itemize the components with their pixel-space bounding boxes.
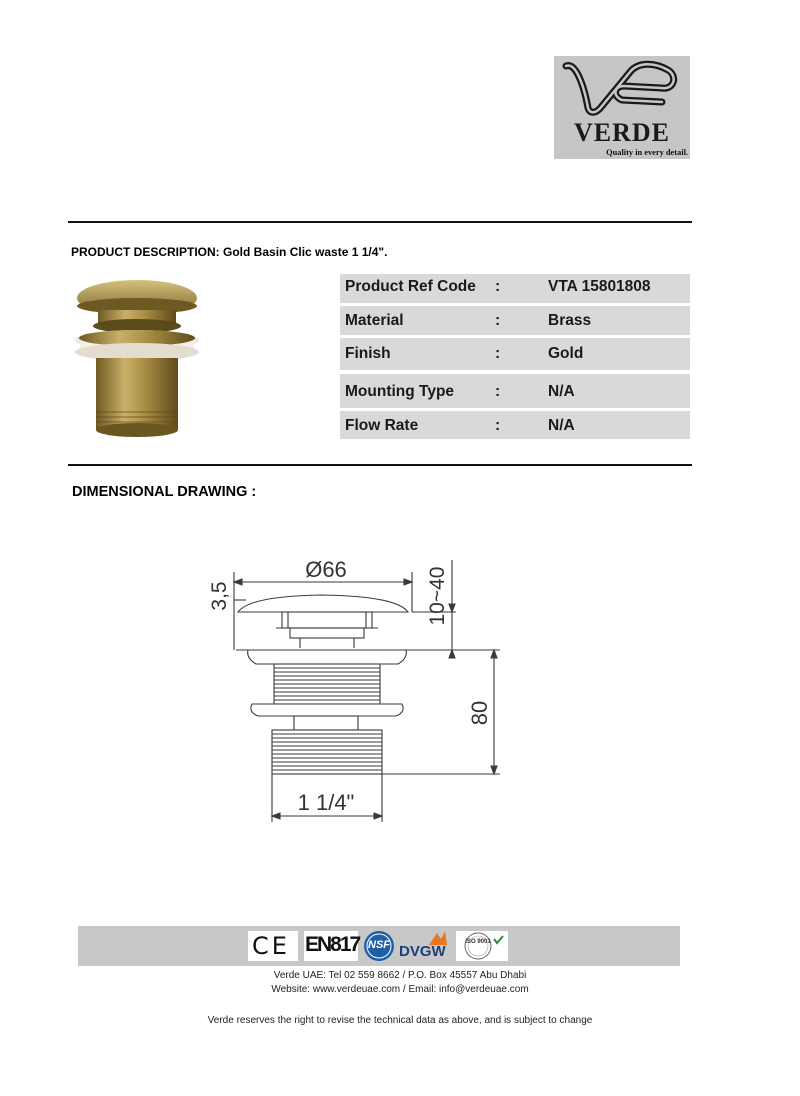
verde-logo [554, 56, 690, 159]
product-description-label: PRODUCT DESCRIPTION: [71, 245, 220, 259]
spec-row-material [340, 306, 690, 335]
dimensional-drawing [196, 552, 506, 824]
en817-mark [304, 931, 358, 961]
ce-mark [248, 931, 298, 961]
verde-v-mark-icon [554, 56, 690, 118]
footer-disclaimer: Verde reserves the right to revise the technical data as above, and is subject to change [207, 1015, 593, 1026]
footer-web: Website: www.verdeuae.com / Email: info@verdeuae.com [271, 984, 529, 995]
spec-label: Product Ref Code [345, 278, 476, 295]
brand-name: VERDE [573, 118, 670, 147]
spec-label: Flow Rate [345, 417, 419, 434]
spec-value: N/A [548, 383, 575, 400]
spec-value: Brass [548, 312, 592, 329]
footer-contact: Verde UAE: Tel 02 559 8662 / P.O. Box 45557 Abu Dhabi [273, 970, 527, 981]
dimension-cap-height-label: 3,5 [208, 581, 231, 611]
spec-value: VTA 15801808 [548, 278, 651, 295]
brand-tagline: Quality in every detail. [606, 148, 688, 157]
product-image [74, 276, 204, 444]
spec-value: N/A [548, 417, 575, 434]
en817-mark-text: EN817 [305, 933, 360, 956]
dvgw-mark-text: DVGW [399, 943, 446, 960]
iso-mark-text: ISO 9001 [465, 939, 491, 945]
nsf-mark [362, 931, 396, 961]
dimension-body-height-label: 80 [467, 700, 492, 726]
spec-row-flow-rate [340, 411, 690, 439]
mid-divider [68, 464, 692, 466]
iso-9001-mark [456, 931, 508, 961]
product-description-text: Gold Basin Clic waste 1 1/4". [223, 245, 388, 259]
spec-colon: : [495, 383, 501, 400]
nsf-mark-text: NSF [368, 939, 390, 951]
spec-row-ref-code [340, 274, 690, 303]
dimension-diameter-label: Ø66 [305, 557, 347, 582]
iso-badge-icon [456, 931, 508, 961]
spec-label: Mounting Type [345, 383, 455, 400]
spec-colon: : [495, 345, 501, 362]
spec-colon: : [495, 312, 501, 329]
spec-colon: : [495, 278, 501, 295]
spec-label: Finish [345, 345, 391, 362]
spec-label: Material [345, 312, 404, 329]
dimensional-drawing-title: DIMENSIONAL DRAWING : [72, 484, 257, 500]
spec-colon: : [495, 417, 501, 434]
ce-mark-text: CE [252, 932, 290, 960]
top-divider [68, 221, 692, 223]
spec-row-finish [340, 338, 690, 370]
product-description [71, 245, 387, 259]
dvgw-mark [399, 931, 451, 961]
dimension-thread-label: 1 1/4" [297, 790, 355, 815]
dimension-adjust-range-label: 10~40 [426, 566, 449, 626]
spec-row-mounting-type [340, 374, 690, 408]
certification-bar [78, 926, 680, 966]
spec-value: Gold [548, 345, 584, 362]
